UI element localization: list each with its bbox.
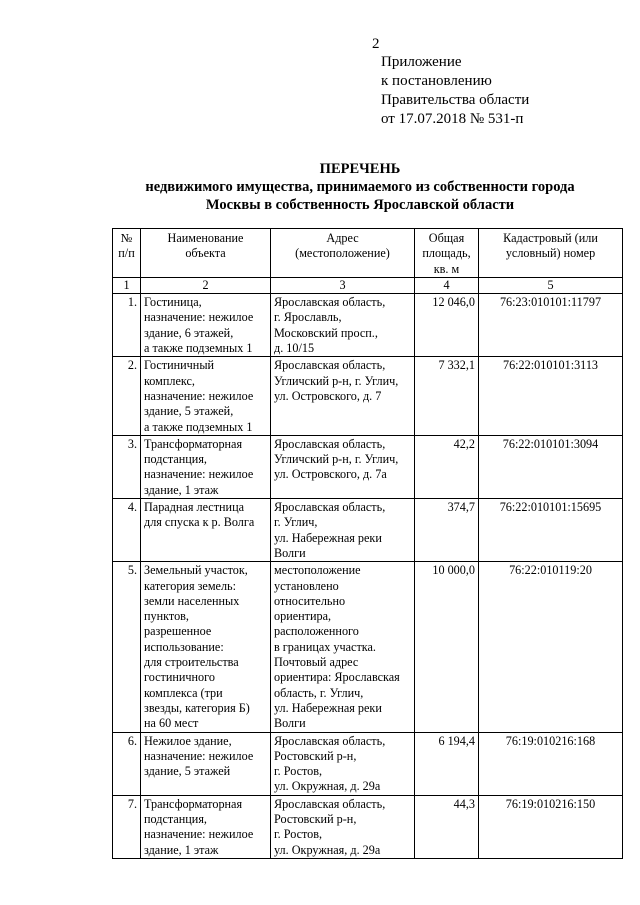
object-name: Трансформаторная подстанция, назначение: нежилое здание, 1 этаж (141, 435, 271, 498)
row-number: 7. (113, 795, 141, 858)
object-address: Ярославская область, Ростовский р-н, г. Ростов, ул. Окружная, д. 29а (271, 795, 415, 858)
heading-subtitle: недвижимого имущества, принимаемого из собственности города (145, 179, 575, 195)
appendix-line: Приложение (381, 54, 462, 70)
object-address: Ярославская область, г. Углич, ул. Набережная реки Волги (271, 499, 415, 562)
cadastral-number: 76:22:010101:15695 (479, 499, 623, 562)
header-area: Общая площадь, кв. м (415, 229, 479, 278)
appendix-line: к постановлению (381, 73, 492, 89)
object-name: Нежилое здание, назначение: нежилое здание, 5 этажей (141, 732, 271, 795)
heading-title: ПЕРЕЧЕНЬ (319, 161, 401, 177)
header-cadastral: Кадастровый (или условный) номер (479, 229, 623, 278)
table-row (113, 499, 623, 562)
object-area: 12 046,0 (415, 294, 479, 357)
column-index: 5 (479, 277, 623, 293)
object-area: 7 332,1 (415, 357, 479, 435)
header-address: Адрес (местоположение) (271, 229, 415, 278)
cadastral-number: 76:23:010101:11797 (479, 294, 623, 357)
property-table (112, 228, 623, 859)
object-area: 10 000,0 (415, 562, 479, 732)
table-row (113, 357, 623, 435)
row-number: 4. (113, 499, 141, 562)
row-number: 3. (113, 435, 141, 498)
table-header-row (113, 229, 623, 278)
object-name: Трансформаторная подстанция, назначение: нежилое здание, 1 этаж (141, 795, 271, 858)
row-number: 5. (113, 562, 141, 732)
row-number: 2. (113, 357, 141, 435)
column-index: 2 (141, 277, 271, 293)
header-name: Наименование объекта (141, 229, 271, 278)
object-name: Парадная лестница для спуска к р. Волга (141, 499, 271, 562)
object-address: Ярославская область, г. Ярославль, Московский просп., д. 10/15 (271, 294, 415, 357)
column-index: 4 (415, 277, 479, 293)
object-area: 44,3 (415, 795, 479, 858)
table-row (113, 795, 623, 858)
object-address: Ярославская область, Угличский р-н, г. Углич, ул. Островского, д. 7 (271, 357, 415, 435)
column-index: 3 (271, 277, 415, 293)
table-row (113, 294, 623, 357)
object-name: Гостиница, назначение: нежилое здание, 6 этажей, а также подземных 1 (141, 294, 271, 357)
cadastral-number: 76:22:010101:3113 (479, 357, 623, 435)
object-area: 6 194,4 (415, 732, 479, 795)
header-number: № п/п (113, 229, 141, 278)
appendix-block (381, 53, 529, 129)
column-index: 1 (113, 277, 141, 293)
cadastral-number: 76:22:010119:20 (479, 562, 623, 732)
document-heading (100, 160, 620, 214)
table-row (113, 732, 623, 795)
object-area: 42,2 (415, 435, 479, 498)
page-number: 2 (372, 36, 380, 52)
object-address: местоположение установлено относительно ориентира, расположенного в границах участка. Почтовый адрес ориентира: Ярославская область, г. Углич, ул. Набережная реки Волги (271, 562, 415, 732)
column-index-row (113, 277, 623, 293)
object-name: Гостиничный комплекс, назначение: нежилое здание, 5 этажей, а также подземных 1 (141, 357, 271, 435)
object-name: Земельный участок, категория земель: земли населенных пунктов, разрешенное использование: для строительства гостиничного комплекса (три звезды, категория Б) на 60 мест (141, 562, 271, 732)
row-number: 6. (113, 732, 141, 795)
object-address: Ярославская область, Ростовский р-н, г. Ростов, ул. Окружная, д. 29а (271, 732, 415, 795)
table-row (113, 562, 623, 732)
heading-subtitle: Москвы в собственность Ярославской области (205, 197, 515, 213)
object-area: 374,7 (415, 499, 479, 562)
cadastral-number: 76:19:010216:150 (479, 795, 623, 858)
table-row (113, 435, 623, 498)
appendix-line: Правительства области (381, 92, 530, 108)
object-address: Ярославская область, Угличский р-н, г. Углич, ул. Островского, д. 7а (271, 435, 415, 498)
cadastral-number: 76:22:010101:3094 (479, 435, 623, 498)
appendix-line: от 17.07.2018 № 531-п (381, 111, 524, 127)
cadastral-number: 76:19:010216:168 (479, 732, 623, 795)
row-number: 1. (113, 294, 141, 357)
